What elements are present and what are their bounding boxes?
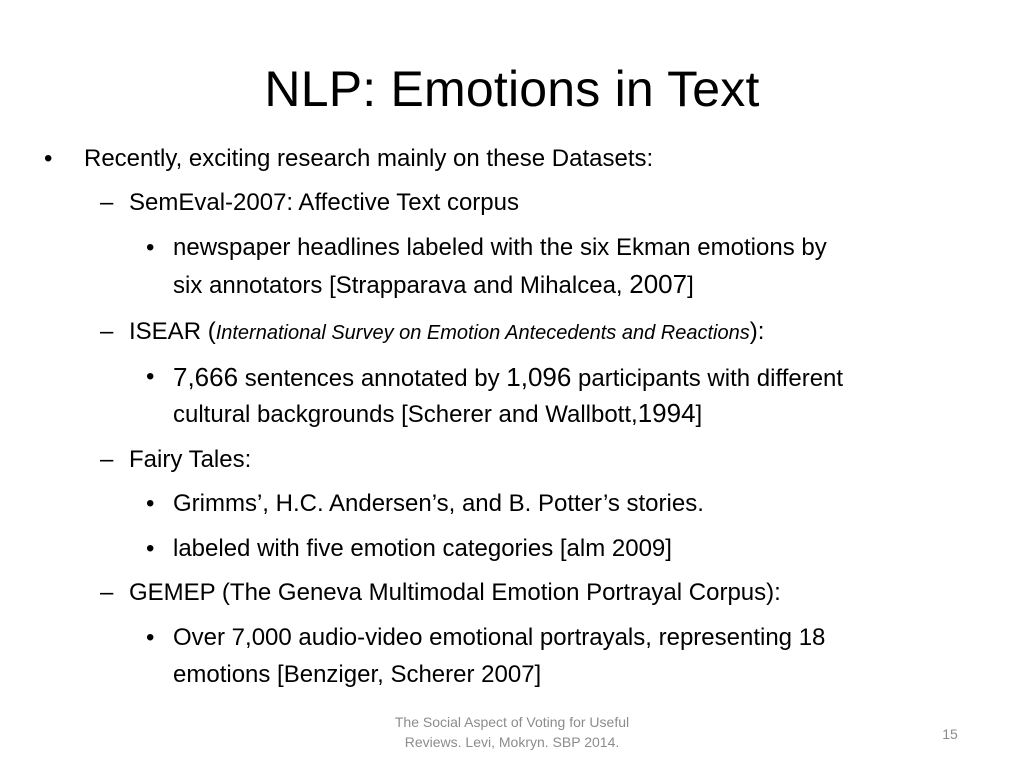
dash-icon: – (100, 446, 114, 473)
bullet-icon: • (146, 363, 155, 390)
bullet-icon: • (146, 490, 155, 517)
sub-bullet-isear: ISEAR (International Survey on Emotion Antecedents and Reactions): (129, 318, 765, 345)
sub-bullet-gemep: GEMEP (The Geneva Multimodal Emotion Portrayal Corpus): (129, 579, 781, 606)
footer-line: The Social Aspect of Voting for Useful (394, 714, 630, 730)
page-number: 15 (942, 726, 958, 742)
dash-icon: – (100, 579, 114, 606)
semeval-detail-line2: six annotators [Strapparava and Mihalcea, 2007] (173, 269, 694, 299)
dash-icon: – (100, 318, 114, 345)
slide-title: NLP: Emotions in Text (264, 61, 760, 117)
gemep-detail-line2: emotions [Benziger, Scherer 2007] (173, 661, 542, 688)
footer-line: Reviews. Levi, Mokryn. SBP 2014. (404, 734, 620, 751)
fairy-tales-stories: Grimms’, H.C. Andersen’s, and B. Potter’s stories. (173, 490, 704, 517)
sub-bullet-semeval: SemEval-2007: Affective Text corpus (129, 189, 519, 216)
dash-icon: – (100, 189, 114, 216)
bullet-icon: • (44, 145, 53, 172)
bullet-icon: • (146, 535, 155, 562)
bullet-icon: • (146, 234, 155, 261)
fairy-tales-labels: labeled with five emotion categories [alm 2009] (173, 535, 672, 562)
semeval-detail-line1: newspaper headlines labeled with the six Ekman emotions by (173, 234, 827, 261)
sub-bullet-fairy-tales: Fairy Tales: (129, 446, 252, 473)
isear-detail-line1: 7,666 sentences annotated by 1,096 participants with different (173, 362, 844, 392)
bullet-text-datasets: Recently, exciting research mainly on these Datasets: (84, 145, 654, 172)
isear-detail-line2: cultural backgrounds [Scherer and Wallbott,1994] (173, 398, 703, 428)
gemep-detail-line1: Over 7,000 audio-video emotional portrayals, representing 18 (173, 624, 826, 651)
bullet-icon: • (146, 624, 155, 651)
slide-footer (362, 712, 662, 753)
